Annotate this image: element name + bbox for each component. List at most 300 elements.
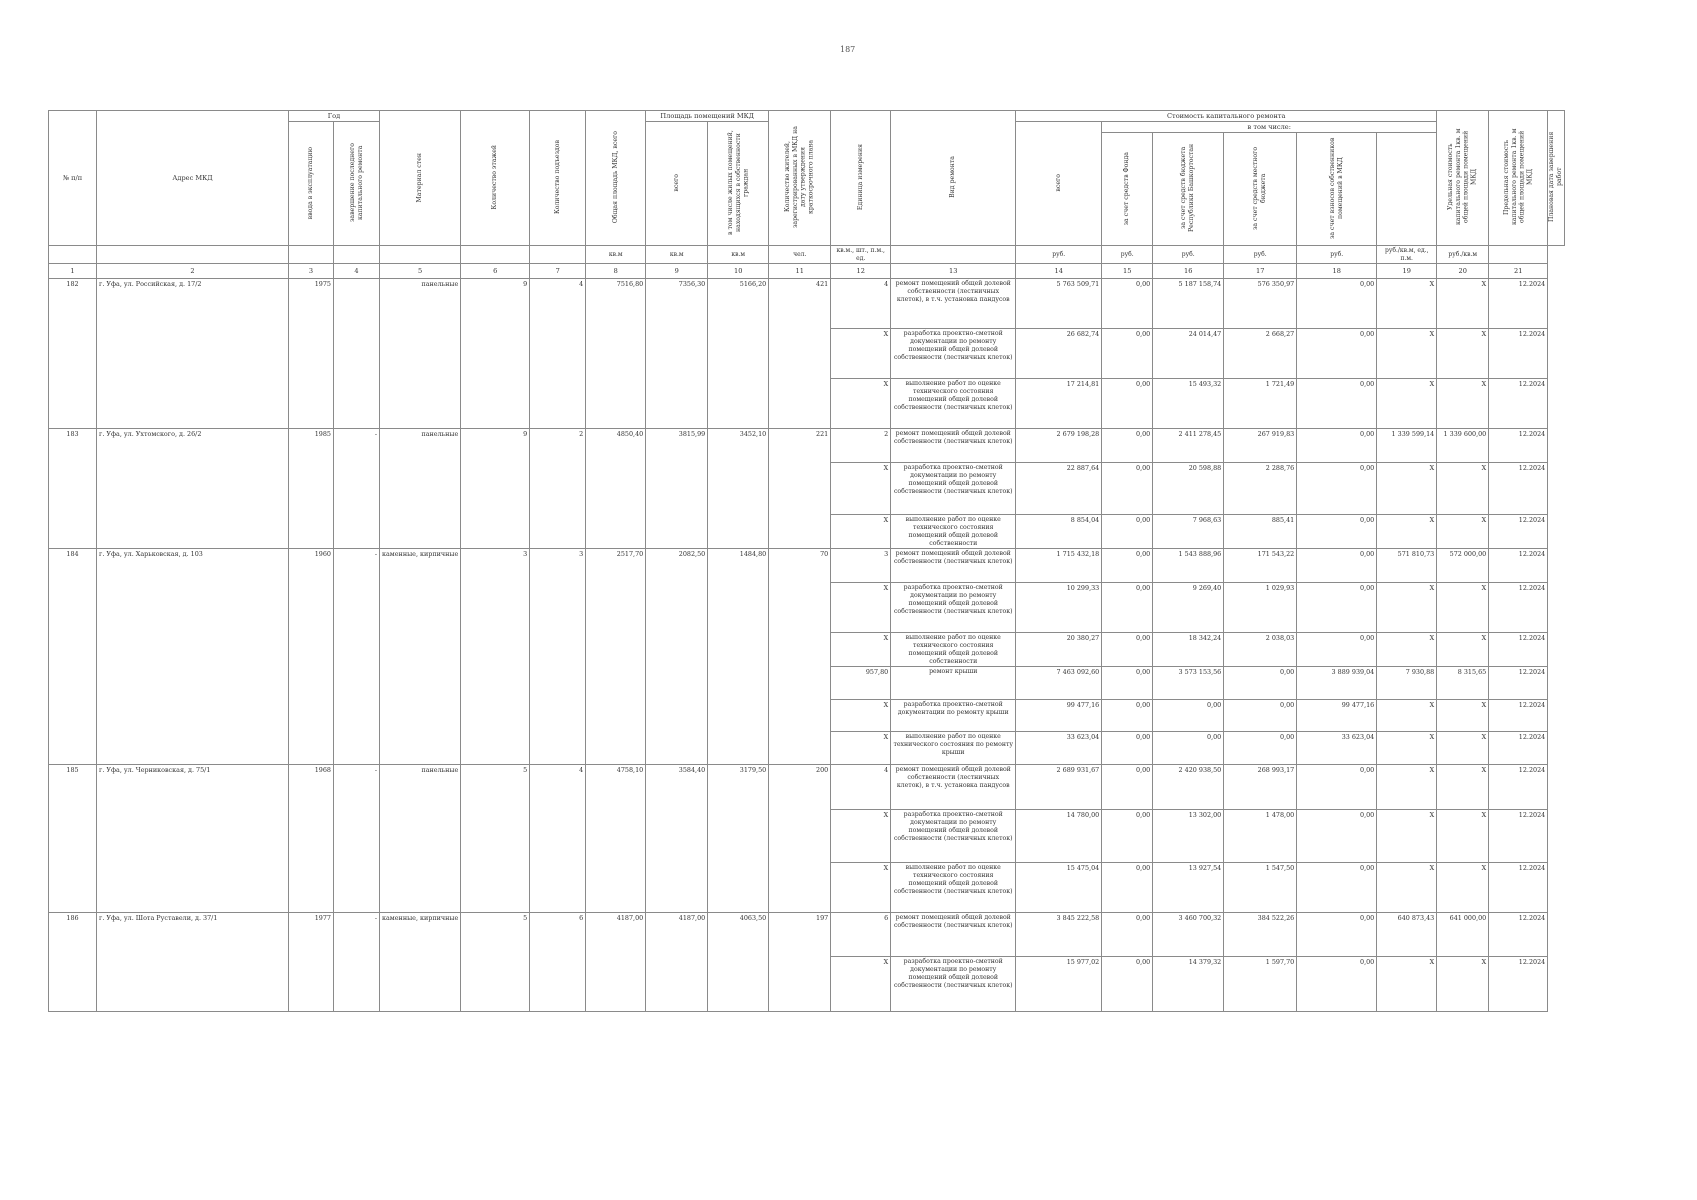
house-premises-total: 3815,99 (646, 429, 708, 549)
unit-cost: 1 339 599,14 (1377, 429, 1437, 463)
header-cost-total: всего (1016, 122, 1102, 246)
cost-republic: 24 014,47 (1153, 329, 1224, 379)
cost-fund: 0,00 (1102, 429, 1153, 463)
house-premises-total: 4187,00 (646, 913, 708, 1012)
cost-local: 2 288,76 (1224, 463, 1297, 515)
house-row (49, 279, 1565, 329)
work-unit: X (831, 329, 891, 379)
house-premises-residential: 3452,10 (708, 429, 769, 549)
cost-total: 2 689 931,67 (1016, 765, 1102, 810)
cost-fund: 0,00 (1102, 957, 1153, 1012)
unit-cell (97, 246, 289, 264)
deadline: 12.2024 (1489, 329, 1548, 379)
cost-fund: 0,00 (1102, 700, 1153, 732)
header-premises-residential: в том числе жилых помещений, находящихся в собственности граждан (708, 122, 769, 246)
cost-owners: 0,00 (1297, 863, 1377, 913)
column-number: 5 (380, 264, 461, 279)
work-unit: X (831, 700, 891, 732)
cost-owners: 0,00 (1297, 765, 1377, 810)
cost-local: 0,00 (1224, 732, 1297, 765)
cost-fund: 0,00 (1102, 732, 1153, 765)
house-total-area: 4187,00 (586, 913, 646, 1012)
header-cost-group: Стоимость капитального ремонта (1016, 111, 1437, 122)
cost-total: 99 477,16 (1016, 700, 1102, 732)
cost-owners: 0,00 (1297, 515, 1377, 549)
work-type: разработка проектно-сметной документации по ремонту помещений общей долевой собственности (лестничных клеток) (891, 957, 1016, 1012)
unit-cost-local: руб. (1224, 246, 1297, 264)
unit-cell (334, 246, 380, 264)
house-premises-total: 7356,30 (646, 279, 708, 429)
house-wall-material: панельные (380, 765, 461, 913)
unit-cell (380, 246, 461, 264)
column-number: 16 (1153, 264, 1224, 279)
work-type: разработка проектно-сметной документации по ремонту помещений общей долевой собственности (лестничных клеток) (891, 329, 1016, 379)
unit-cost: X (1377, 700, 1437, 732)
header-repair-type: Вид ремонта (891, 111, 1016, 246)
column-number: 6 (461, 264, 530, 279)
cost-owners: 99 477,16 (1297, 700, 1377, 732)
work-unit: X (831, 957, 891, 1012)
cost-fund: 0,00 (1102, 765, 1153, 810)
max-cost: 8 315,65 (1437, 667, 1489, 700)
unit-cost-total: руб. (1016, 246, 1102, 264)
work-unit: X (831, 633, 891, 667)
cost-fund: 0,00 (1102, 329, 1153, 379)
header-address: Адрес МКД (97, 111, 289, 246)
house-address: г. Уфа, ул. Черниковская, д. 75/1 (97, 765, 289, 913)
column-number: 14 (1016, 264, 1102, 279)
work-type: ремонт помещений общей долевой собственности (лестничных клеток) (891, 429, 1016, 463)
house-premises-residential: 3179,50 (708, 765, 769, 913)
house-total-area: 4850,40 (586, 429, 646, 549)
cost-owners: 0,00 (1297, 429, 1377, 463)
header-wall-material: Материал стен (380, 111, 461, 246)
cost-republic: 14 379,32 (1153, 957, 1224, 1012)
cost-republic: 20 598,88 (1153, 463, 1224, 515)
deadline: 12.2024 (1489, 463, 1548, 515)
unit-cell (1489, 246, 1548, 264)
header-year-group: Год (289, 111, 380, 122)
work-type: разработка проектно-сметной документации по ремонту помещений общей долевой собственности (лестничных клеток) (891, 583, 1016, 633)
house-address: г. Уфа, ул. Ухтомского, д. 26/2 (97, 429, 289, 549)
unit-cell (891, 246, 1016, 264)
cost-owners: 0,00 (1297, 633, 1377, 667)
cost-local: 1 597,70 (1224, 957, 1297, 1012)
unit-max-cost: руб./кв.м (1437, 246, 1489, 264)
house-entrances: 3 (530, 549, 586, 765)
house-last-repair: - (334, 429, 380, 549)
work-unit: X (831, 583, 891, 633)
column-number: 11 (769, 264, 831, 279)
house-floors: 9 (461, 429, 530, 549)
work-type: ремонт помещений общей долевой собственности (лестничных клеток) (891, 549, 1016, 583)
house-row (49, 913, 1565, 957)
work-type: выполнение работ по оценке технического состояния помещений общей долевой собственности (лестничных клеток) (891, 863, 1016, 913)
cost-total: 20 380,27 (1016, 633, 1102, 667)
cost-republic: 0,00 (1153, 732, 1224, 765)
house-address: г. Уфа, ул. Российская, д. 17/2 (97, 279, 289, 429)
cost-owners: 3 889 939,04 (1297, 667, 1377, 700)
unit-cell (530, 246, 586, 264)
header-premises-total: всего (646, 122, 708, 246)
column-number: 19 (1377, 264, 1437, 279)
cost-fund: 0,00 (1102, 379, 1153, 429)
cost-local: 1 029,93 (1224, 583, 1297, 633)
column-number: 21 (1489, 264, 1548, 279)
deadline: 12.2024 (1489, 515, 1548, 549)
deadline: 12.2024 (1489, 863, 1548, 913)
deadline: 12.2024 (1489, 549, 1548, 583)
work-type: выполнение работ по оценке технического состояния помещений общей долевой собственности (891, 515, 1016, 549)
unit-cost: 640 873,43 (1377, 913, 1437, 957)
header-cost-fund: за счет средств Фонда (1102, 133, 1153, 246)
cost-owners: 0,00 (1297, 913, 1377, 957)
column-number: 17 (1224, 264, 1297, 279)
house-last-repair: - (334, 765, 380, 913)
cost-fund: 0,00 (1102, 583, 1153, 633)
work-type: разработка проектно-сметной документации по ремонту помещений общей долевой собственности (лестничных клеток) (891, 810, 1016, 863)
cost-republic: 3 573 153,56 (1153, 667, 1224, 700)
column-number: 3 (289, 264, 334, 279)
house-premises-residential: 4063,50 (708, 913, 769, 1012)
units-row (49, 246, 1565, 264)
cost-total: 1 715 432,18 (1016, 549, 1102, 583)
work-unit: 957,80 (831, 667, 891, 700)
cost-republic: 3 460 700,32 (1153, 913, 1224, 957)
unit-cell (289, 246, 334, 264)
house-total-area: 7516,80 (586, 279, 646, 429)
unit-cost: X (1377, 515, 1437, 549)
max-cost: X (1437, 810, 1489, 863)
house-residents: 221 (769, 429, 831, 549)
header-entrances: Количество подъездов (530, 111, 586, 246)
cost-total: 2 679 198,28 (1016, 429, 1102, 463)
house-number: 185 (49, 765, 97, 913)
cost-local: 268 993,17 (1224, 765, 1297, 810)
header-cost-owners: за счет взносов собственников помещений в МКД (1297, 133, 1377, 246)
header-floors: Количество этажей (461, 111, 530, 246)
cost-republic: 0,00 (1153, 700, 1224, 732)
unit-premises-residential: кв.м (708, 246, 769, 264)
unit-cost: 571 810,73 (1377, 549, 1437, 583)
header-year-commission: ввода в эксплуатацию (289, 122, 334, 246)
deadline: 12.2024 (1489, 810, 1548, 863)
house-total-area: 2517,70 (586, 549, 646, 765)
work-unit: 6 (831, 913, 891, 957)
house-entrances: 4 (530, 279, 586, 429)
house-wall-material: каменные, кирпичные (380, 913, 461, 1012)
max-cost: 641 000,00 (1437, 913, 1489, 957)
unit-cost: X (1377, 329, 1437, 379)
house-wall-material: панельные (380, 429, 461, 549)
header-deadline: Плановая дата завершения работ (1548, 111, 1565, 246)
unit-total-area: кв.м (586, 246, 646, 264)
house-entrances: 6 (530, 913, 586, 1012)
cost-republic: 2 411 278,45 (1153, 429, 1224, 463)
house-premises-total: 2082,50 (646, 549, 708, 765)
cost-fund: 0,00 (1102, 463, 1153, 515)
house-row (49, 549, 1565, 583)
register-table-frame (48, 110, 1565, 1012)
max-cost: X (1437, 863, 1489, 913)
deadline: 12.2024 (1489, 700, 1548, 732)
cost-total: 33 623,04 (1016, 732, 1102, 765)
max-cost: X (1437, 279, 1489, 329)
header-n: № п/п (49, 111, 97, 246)
column-number: 7 (530, 264, 586, 279)
cost-total: 5 763 509,71 (1016, 279, 1102, 329)
unit-cell (49, 246, 97, 264)
house-address: г. Уфа, ул. Шота Руставели, д. 37/1 (97, 913, 289, 1012)
deadline: 12.2024 (1489, 765, 1548, 810)
cost-fund: 0,00 (1102, 810, 1153, 863)
deadline: 12.2024 (1489, 957, 1548, 1012)
house-year: 1977 (289, 913, 334, 1012)
deadline: 12.2024 (1489, 429, 1548, 463)
header-row-1 (49, 111, 1565, 122)
max-cost: X (1437, 633, 1489, 667)
work-unit: X (831, 379, 891, 429)
unit-cost: X (1377, 732, 1437, 765)
work-type: выполнение работ по оценке технического состояния помещений общей долевой собственности (891, 633, 1016, 667)
cost-total: 3 845 222,58 (1016, 913, 1102, 957)
cost-fund: 0,00 (1102, 279, 1153, 329)
max-cost: X (1437, 765, 1489, 810)
house-year: 1968 (289, 765, 334, 913)
house-entrances: 4 (530, 765, 586, 913)
cost-fund: 0,00 (1102, 913, 1153, 957)
cost-fund: 0,00 (1102, 549, 1153, 583)
house-wall-material: панельные (380, 279, 461, 429)
house-row (49, 429, 1565, 463)
cost-total: 7 463 092,60 (1016, 667, 1102, 700)
cost-owners: 0,00 (1297, 549, 1377, 583)
header-total-area: Общая площадь МКД, всего (586, 111, 646, 246)
cost-republic: 18 342,24 (1153, 633, 1224, 667)
header-cost-incl: в том числе: (1102, 122, 1437, 133)
work-type: выполнение работ по оценке технического состояния по ремонту крыши (891, 732, 1016, 765)
max-cost: X (1437, 583, 1489, 633)
cost-republic: 15 493,32 (1153, 379, 1224, 429)
house-premises-residential: 1484,80 (708, 549, 769, 765)
cost-republic: 13 302,00 (1153, 810, 1224, 863)
house-floors: 5 (461, 913, 530, 1012)
work-unit: X (831, 863, 891, 913)
house-number: 186 (49, 913, 97, 1012)
unit-unit-cost: руб./кв.м, ед., п.м. (1377, 246, 1437, 264)
header-cost-republic: за счет средств бюджета Республики Башкортостан (1153, 133, 1224, 246)
unit-premises-total: кв.м (646, 246, 708, 264)
house-residents: 70 (769, 549, 831, 765)
cost-total: 15 977,02 (1016, 957, 1102, 1012)
house-year: 1960 (289, 549, 334, 765)
cost-fund: 0,00 (1102, 667, 1153, 700)
house-floors: 5 (461, 765, 530, 913)
page-number: 187 (840, 45, 856, 54)
unit-cost: X (1377, 633, 1437, 667)
work-type: разработка проектно-сметной документации по ремонту крыши (891, 700, 1016, 732)
header-max-cost: Предельная стоимость капитального ремонта 1кв. м общей площади помещений МКД (1489, 111, 1548, 246)
house-number: 184 (49, 549, 97, 765)
house-residents: 421 (769, 279, 831, 429)
cost-local: 1 721,49 (1224, 379, 1297, 429)
house-residents: 197 (769, 913, 831, 1012)
work-unit: 4 (831, 279, 891, 329)
house-total-area: 4758,10 (586, 765, 646, 913)
deadline: 12.2024 (1489, 732, 1548, 765)
header-residents: Количество жителей, зарегистрированных в МКД на дату утверждения краткосрочного плана (769, 111, 831, 246)
unit-cost: X (1377, 765, 1437, 810)
unit-cost: X (1377, 583, 1437, 633)
cost-local: 1 547,50 (1224, 863, 1297, 913)
cost-local: 0,00 (1224, 700, 1297, 732)
cost-owners: 0,00 (1297, 957, 1377, 1012)
max-cost: X (1437, 329, 1489, 379)
header-premises-group: Площадь помещений МКД (646, 111, 769, 122)
header-unit-cost: Удельная стоимость капитального ремонта 1кв. м общей площади помещений МКД (1437, 111, 1489, 246)
header-year-last-repair: завершение последнего капитального ремонта (334, 122, 380, 246)
deadline: 12.2024 (1489, 279, 1548, 329)
unit-residents: чел. (769, 246, 831, 264)
work-unit: X (831, 810, 891, 863)
unit-cost: X (1377, 810, 1437, 863)
unit-cost: X (1377, 379, 1437, 429)
work-type: выполнение работ по оценке технического состояния помещений общей долевой собственности (лестничных клеток) (891, 379, 1016, 429)
header-cost-local: за счет средств местного бюджета (1224, 133, 1297, 246)
cost-local: 267 919,83 (1224, 429, 1297, 463)
capital-repair-register-table (48, 110, 1565, 1012)
house-last-repair: - (334, 913, 380, 1012)
house-last-repair: - (334, 549, 380, 765)
cost-total: 14 780,00 (1016, 810, 1102, 863)
cost-local: 2 668,27 (1224, 329, 1297, 379)
cost-local: 885,41 (1224, 515, 1297, 549)
cost-owners: 0,00 (1297, 329, 1377, 379)
house-number: 182 (49, 279, 97, 429)
column-number: 9 (646, 264, 708, 279)
house-floors: 9 (461, 279, 530, 429)
work-unit: 4 (831, 765, 891, 810)
house-year: 1985 (289, 429, 334, 549)
cost-local: 1 478,00 (1224, 810, 1297, 863)
max-cost: 1 339 600,00 (1437, 429, 1489, 463)
unit-cost-republic: руб. (1153, 246, 1224, 264)
house-last-repair (334, 279, 380, 429)
house-premises-total: 3584,40 (646, 765, 708, 913)
cost-owners: 0,00 (1297, 583, 1377, 633)
work-unit: X (831, 732, 891, 765)
work-unit: X (831, 463, 891, 515)
work-type: разработка проектно-сметной документации по ремонту помещений общей долевой собственности (лестничных клеток) (891, 463, 1016, 515)
house-premises-residential: 5166,20 (708, 279, 769, 429)
max-cost: X (1437, 515, 1489, 549)
unit-cost: X (1377, 957, 1437, 1012)
register-table-body (49, 111, 1565, 1012)
cost-local: 171 543,22 (1224, 549, 1297, 583)
max-cost: X (1437, 700, 1489, 732)
cost-local: 2 038,03 (1224, 633, 1297, 667)
max-cost: X (1437, 957, 1489, 1012)
work-unit: X (831, 515, 891, 549)
cost-total: 15 475,04 (1016, 863, 1102, 913)
house-wall-material: каменные, кирпичные (380, 549, 461, 765)
column-number: 15 (1102, 264, 1153, 279)
work-type: ремонт помещений общей долевой собственности (лестничных клеток), в т.ч. установка пандусов (891, 765, 1016, 810)
house-floors: 3 (461, 549, 530, 765)
cost-fund: 0,00 (1102, 633, 1153, 667)
work-unit: 2 (831, 429, 891, 463)
max-cost: X (1437, 463, 1489, 515)
cost-local: 0,00 (1224, 667, 1297, 700)
cost-republic: 1 543 888,96 (1153, 549, 1224, 583)
house-residents: 200 (769, 765, 831, 913)
unit-cell (461, 246, 530, 264)
column-number: 13 (891, 264, 1016, 279)
house-entrances: 2 (530, 429, 586, 549)
cost-total: 26 682,74 (1016, 329, 1102, 379)
column-number: 2 (97, 264, 289, 279)
header-unit: Единица измерения (831, 111, 891, 246)
cost-republic: 13 927,54 (1153, 863, 1224, 913)
work-unit: 3 (831, 549, 891, 583)
cost-total: 22 887,64 (1016, 463, 1102, 515)
cost-owners: 0,00 (1297, 463, 1377, 515)
cost-total: 17 214,81 (1016, 379, 1102, 429)
cost-fund: 0,00 (1102, 515, 1153, 549)
column-number: 8 (586, 264, 646, 279)
work-type: ремонт помещений общей долевой собственности (лестничных клеток), в т.ч. установка пандусов (891, 279, 1016, 329)
cost-total: 10 299,33 (1016, 583, 1102, 633)
column-number: 18 (1297, 264, 1377, 279)
cost-owners: 0,00 (1297, 379, 1377, 429)
house-year: 1975 (289, 279, 334, 429)
house-number: 183 (49, 429, 97, 549)
column-number: 10 (708, 264, 769, 279)
deadline: 12.2024 (1489, 583, 1548, 633)
unit-cost: X (1377, 279, 1437, 329)
deadline: 12.2024 (1489, 667, 1548, 700)
cost-republic: 2 420 938,50 (1153, 765, 1224, 810)
cost-republic: 9 269,40 (1153, 583, 1224, 633)
column-number: 20 (1437, 264, 1489, 279)
cost-owners: 33 623,04 (1297, 732, 1377, 765)
unit-cost-owners: руб. (1297, 246, 1377, 264)
unit-cost: X (1377, 863, 1437, 913)
max-cost: X (1437, 379, 1489, 429)
deadline: 12.2024 (1489, 913, 1548, 957)
unit-cost-fund: руб. (1102, 246, 1153, 264)
cost-fund: 0,00 (1102, 863, 1153, 913)
work-type: ремонт помещений общей долевой собственности (лестничных клеток) (891, 913, 1016, 957)
max-cost: 572 000,00 (1437, 549, 1489, 583)
cost-total: 8 854,04 (1016, 515, 1102, 549)
cost-local: 384 522,26 (1224, 913, 1297, 957)
cost-local: 576 350,97 (1224, 279, 1297, 329)
cost-republic: 5 187 158,74 (1153, 279, 1224, 329)
max-cost: X (1437, 732, 1489, 765)
cost-republic: 7 968,63 (1153, 515, 1224, 549)
column-number: 4 (334, 264, 380, 279)
deadline: 12.2024 (1489, 633, 1548, 667)
work-type: ремонт крыши (891, 667, 1016, 700)
deadline: 12.2024 (1489, 379, 1548, 429)
cost-owners: 0,00 (1297, 279, 1377, 329)
cost-owners: 0,00 (1297, 810, 1377, 863)
unit-cost: X (1377, 463, 1437, 515)
column-number: 1 (49, 264, 97, 279)
column-numbers-row (49, 264, 1565, 279)
column-number: 12 (831, 264, 891, 279)
